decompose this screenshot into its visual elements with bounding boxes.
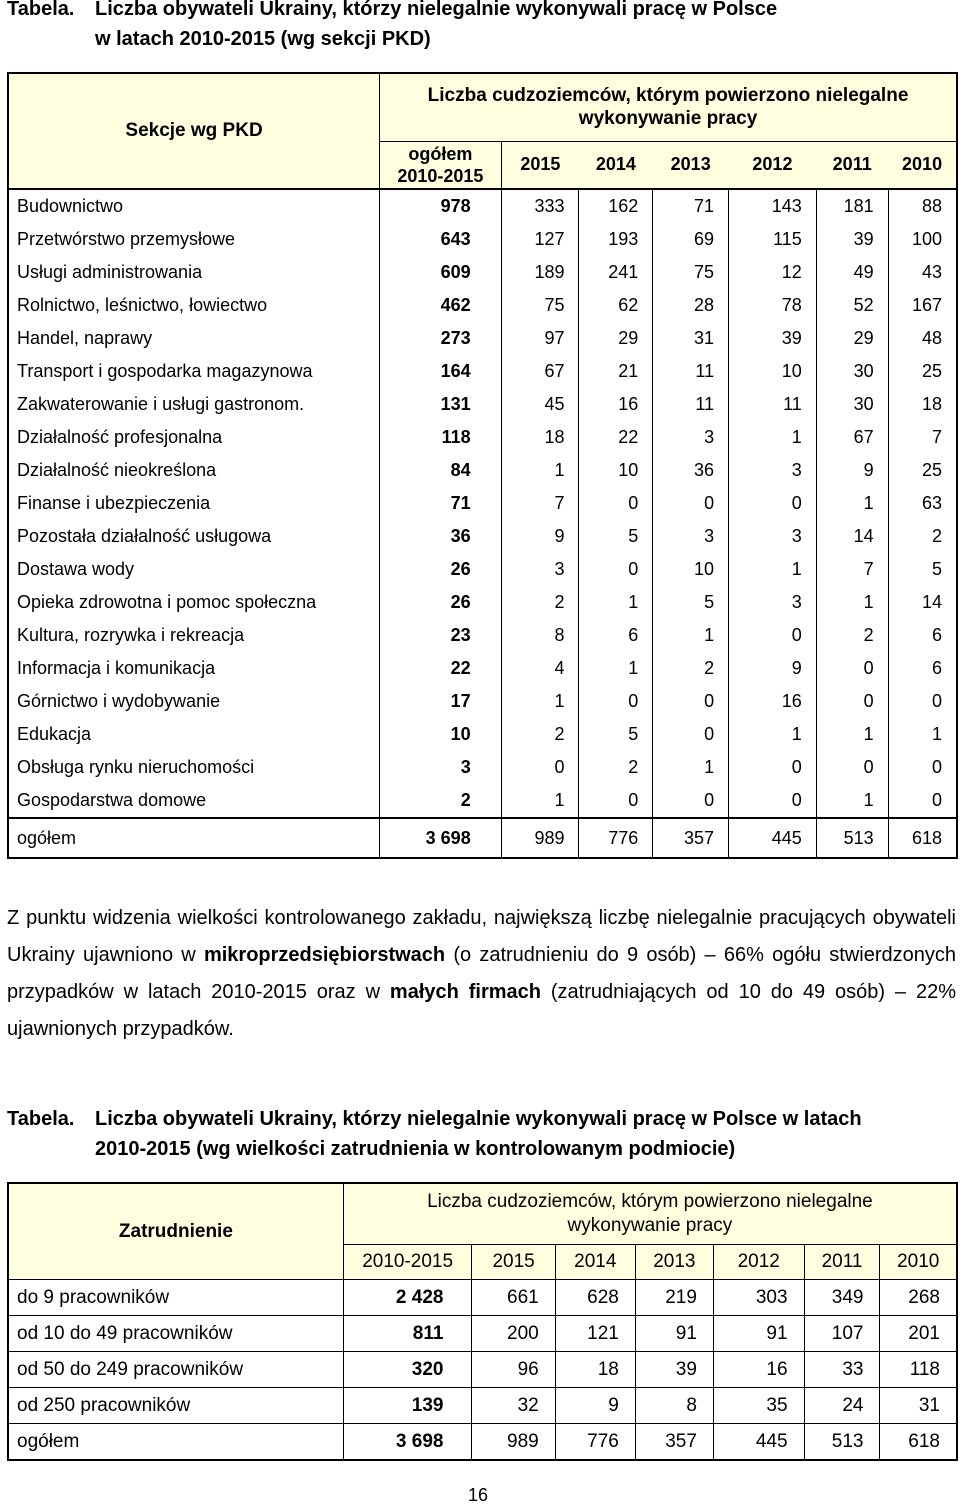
table1-caption-line1: Liczba obywateli Ukrainy, którzy nielegalnie wykonywali pracę w Polsce [95,0,778,20]
row-value: 25 [921,361,942,381]
row-value: 513 [816,818,888,858]
row-value: 33 [804,1352,880,1388]
row-total: 26 [380,586,502,619]
row-value: 0 [653,718,729,751]
row-value: 43 [921,262,942,282]
table-row [8,751,957,784]
paragraph-text: (zatrudniających od 10 do 49 osób) – 22% ujawnionych przypadków. [7,981,956,1040]
paragraph-text: (o zatrudnieniu do 9 osób) – 66% ogółu stwierdzonych przypadków w latach 2010-2015 oraz w [7,944,956,1003]
row-value: 16 [579,388,653,421]
row-value: 75 [653,256,729,289]
row-value: 0 [931,790,942,810]
table-row [8,1352,957,1388]
paragraph-text: Z punktu widzenia wielkości kontrolowanego zakładu, największą liczbę nielegalnie pracujących obywateli Ukrainy ujawniono w [7,907,956,966]
row-value: 0 [729,619,817,652]
row-value: 127 [501,223,579,256]
row-value: 10 [729,355,817,388]
row-value: 21 [579,355,653,388]
row-value: 1 [816,487,888,520]
table-row [8,553,957,586]
row-value: 3 [653,520,729,553]
row-total: 84 [380,454,502,487]
row-value: 31 [653,322,729,355]
row-value: 7 [816,553,888,586]
row-value: 0 [579,784,653,818]
row-label: Obsługa rynku nieruchomości [8,751,380,784]
table-row [8,685,957,718]
row-value: 189 [501,256,579,289]
row-label: Edukacja [8,718,380,751]
row-label: Handel, naprawy [8,322,380,355]
row-value: 3 [729,454,817,487]
row-total: 978 [380,189,502,223]
row-value: 3 [653,421,729,454]
row-total: 26 [380,553,502,586]
row-value: 6 [931,658,942,678]
row-value: 1 [501,454,579,487]
table2-caption [7,1104,957,1170]
row-total: 609 [380,256,502,289]
row-total: 462 [380,289,502,322]
row-value: 97 [501,322,579,355]
header-group: Liczba cudzoziemców, którym powierzono nielegalne wykonywanie pracy [380,73,957,141]
row-value: 1 [729,553,817,586]
row-label: ogółem [8,1424,343,1461]
table-row [8,619,957,652]
row-value: 2 [653,652,729,685]
row-value: 6 [579,619,653,652]
header-year: 2012 [729,141,817,189]
row-value: 78 [729,289,817,322]
table-row [8,189,957,223]
row-value: 1 [729,718,817,751]
row-value: 162 [579,189,653,223]
row-value: 989 [472,1424,555,1461]
table2-caption-prefix: Tabela. [7,1108,75,1130]
row-value: 12 [729,256,817,289]
row-value: 513 [804,1424,880,1461]
row-label: do 9 pracowników [8,1280,343,1316]
row-total: 2 [380,784,502,818]
row-value: 28 [653,289,729,322]
row-value: 445 [713,1424,804,1461]
paragraph-bold: małych firmach [389,981,541,1003]
row-value: 45 [501,388,579,421]
row-value: 67 [501,355,579,388]
table-row [8,223,957,256]
row-value: 303 [713,1280,804,1316]
table-row [8,1280,957,1316]
row-value: 6 [931,625,942,645]
t2-header-year: 2012 [713,1245,804,1280]
row-value: 1 [501,685,579,718]
row-value: 1 [579,586,653,619]
row-value: 7 [931,427,942,447]
row-total: 643 [380,223,502,256]
row-total: 164 [380,355,502,388]
row-total: 139 [343,1388,472,1424]
table1-caption-prefix: Tabela. [7,0,75,20]
row-value: 219 [635,1280,713,1316]
row-value: 14 [816,520,888,553]
row-total: 10 [380,718,502,751]
row-value: 0 [816,685,888,718]
row-value: 31 [880,1388,957,1424]
table-row [8,487,957,520]
row-label: Finanse i ubezpieczenia [8,487,380,520]
row-value: 0 [931,691,942,711]
row-value: 1 [653,751,729,784]
row-value: 10 [579,454,653,487]
row-value: 776 [579,818,653,858]
row-total: 22 [380,652,502,685]
t2-header-year: 2011 [804,1245,880,1280]
row-value: 25 [921,460,942,480]
row-value: 22 [579,421,653,454]
table1-caption [7,0,957,60]
row-value: 30 [816,355,888,388]
row-label: ogółem [8,818,380,858]
row-label: Dostawa wody [8,553,380,586]
row-value: 18 [921,394,942,414]
row-value: 18 [501,421,579,454]
table-row [8,586,957,619]
row-value: 0 [931,757,942,777]
row-total: 811 [343,1316,472,1352]
row-value: 39 [729,322,817,355]
table1-caption-line2: w latach 2010-2015 (wg sekcji PKD) [95,28,431,50]
row-value: 118 [880,1352,957,1388]
row-label: Górnictwo i wydobywanie [8,685,380,718]
row-value: 1 [653,619,729,652]
summary-paragraph [7,900,956,1048]
row-total: 71 [380,487,502,520]
t2-header-year: 2010 [880,1245,957,1280]
header-total-line2: 2010-2015 [397,165,484,186]
table-row [8,421,957,454]
row-value: 49 [816,256,888,289]
row-value: 357 [653,818,729,858]
table-row [8,1424,957,1461]
table-row [8,652,957,685]
row-value: 0 [579,553,653,586]
row-value: 2 [579,751,653,784]
row-value: 48 [921,328,942,348]
row-value: 88 [921,196,942,216]
row-value: 18 [555,1352,635,1388]
row-value: 1 [816,586,888,619]
row-value: 0 [579,685,653,718]
t2-header-year: 2013 [635,1245,713,1280]
row-value: 989 [501,818,579,858]
row-value: 200 [472,1316,555,1352]
row-value: 1 [816,718,888,751]
row-value: 91 [713,1316,804,1352]
row-total: 3 698 [343,1424,472,1461]
row-value: 1 [729,421,817,454]
row-value: 201 [880,1316,957,1352]
row-value: 115 [729,223,817,256]
row-value: 0 [501,751,579,784]
row-value: 5 [579,718,653,751]
page-number: 16 [468,1485,489,1505]
header-year: 2014 [579,141,653,189]
row-value: 445 [729,818,817,858]
row-value: 36 [653,454,729,487]
row-value: 121 [555,1316,635,1352]
row-value: 100 [911,229,942,249]
row-value: 8 [501,619,579,652]
row-value: 9 [555,1388,635,1424]
row-value: 167 [911,295,942,315]
row-value: 30 [816,388,888,421]
row-value: 357 [635,1424,713,1461]
row-value: 618 [888,818,957,858]
row-value: 71 [653,189,729,223]
row-value: 4 [501,652,579,685]
row-value: 39 [816,223,888,256]
row-value: 193 [579,223,653,256]
row-value: 96 [472,1352,555,1388]
row-value: 618 [880,1424,957,1461]
row-value: 5 [579,520,653,553]
row-value: 241 [579,256,653,289]
table-row [8,322,957,355]
row-value: 29 [816,322,888,355]
row-total: 23 [380,619,502,652]
row-value: 16 [713,1352,804,1388]
row-label: Gospodarstwa domowe [8,784,380,818]
header-total-line1: ogółem [408,143,473,164]
table-row [8,520,957,553]
row-value: 63 [921,493,942,513]
row-label: Przetwórstwo przemysłowe [8,223,380,256]
t2-header-year: 2015 [472,1245,555,1280]
row-value: 39 [635,1352,713,1388]
row-label: Kultura, rozrywka i rekreacja [8,619,380,652]
row-total: 36 [380,520,502,553]
row-label: Działalność profesjonalna [8,421,380,454]
row-value: 24 [804,1388,880,1424]
employment-size-table [7,1182,958,1461]
row-value: 776 [555,1424,635,1461]
row-value: 333 [501,189,579,223]
row-value: 0 [579,487,653,520]
row-value: 14 [921,592,942,612]
header-year: 2013 [653,141,729,189]
row-value: 3 [729,586,817,619]
row-value: 661 [472,1280,555,1316]
t2-header-section: Zatrudnienie [8,1183,343,1280]
row-value: 0 [816,751,888,784]
row-label: Opieka zdrowotna i pomoc społeczna [8,586,380,619]
table-row [8,784,957,818]
row-value: 67 [816,421,888,454]
header-section: Sekcje wg PKD [8,73,380,189]
row-label: Budownictwo [8,189,380,223]
row-value: 2 [501,586,579,619]
row-value: 9 [729,652,817,685]
row-value: 1 [816,784,888,818]
table2-caption-line2: 2010-2015 (wg wielkości zatrudnienia w kontrolowanym podmiocie) [95,1138,736,1160]
row-value: 5 [931,559,942,579]
row-value: 69 [653,223,729,256]
row-value: 75 [501,289,579,322]
row-value: 29 [579,322,653,355]
table-row [8,355,957,388]
table-row [8,256,957,289]
header-total [380,141,502,189]
row-total: 3 698 [380,818,502,858]
paragraph-bold: mikroprzedsiębiorstwach [203,944,446,966]
row-total: 3 [380,751,502,784]
table-row [8,388,957,421]
row-value: 0 [653,487,729,520]
pkd-sections-table [7,72,958,859]
row-value: 1 [501,784,579,818]
row-total: 17 [380,685,502,718]
row-value: 107 [804,1316,880,1352]
row-value: 52 [816,289,888,322]
row-value: 3 [729,520,817,553]
row-label: od 250 pracowników [8,1388,343,1424]
row-value: 9 [501,520,579,553]
row-value: 0 [729,487,817,520]
row-value: 8 [635,1388,713,1424]
total-row [8,818,957,858]
row-label: Informacja i komunikacja [8,652,380,685]
row-total: 2 428 [343,1280,472,1316]
header-year: 2015 [501,141,579,189]
row-value: 0 [816,652,888,685]
row-total: 273 [380,322,502,355]
t2-header-year: 2010-2015 [343,1245,472,1280]
row-value: 349 [804,1280,880,1316]
row-label: od 10 do 49 pracowników [8,1316,343,1352]
row-value: 181 [816,189,888,223]
row-total: 320 [343,1352,472,1388]
table-row [8,1388,957,1424]
row-value: 0 [653,685,729,718]
row-label: Rolnictwo, leśnictwo, łowiectwo [8,289,380,322]
row-label: od 50 do 249 pracowników [8,1352,343,1388]
header-year: 2011 [816,141,888,189]
row-label: Zakwaterowanie i usługi gastronom. [8,388,380,421]
t2-header-group: Liczba cudzoziemców, którym powierzono nielegalne wykonywanie pracy [343,1183,957,1245]
row-value: 9 [816,454,888,487]
row-value: 268 [880,1280,957,1316]
row-value: 11 [729,388,817,421]
table-row [8,454,957,487]
table2-caption-line1: Liczba obywateli Ukrainy, którzy nielegalnie wykonywali pracę w Polsce w latach [95,1108,862,1130]
row-value: 62 [579,289,653,322]
header-year: 2010 [888,141,957,189]
t2-header-year: 2014 [555,1245,635,1280]
row-value: 10 [653,553,729,586]
row-value: 0 [729,784,817,818]
row-value: 11 [653,355,729,388]
row-value: 11 [653,388,729,421]
row-total: 131 [380,388,502,421]
row-value: 1 [579,652,653,685]
row-label: Usługi administrowania [8,256,380,289]
row-value: 628 [555,1280,635,1316]
row-value: 5 [653,586,729,619]
row-value: 2 [816,619,888,652]
row-value: 91 [635,1316,713,1352]
row-value: 0 [653,784,729,818]
table-row [8,718,957,751]
row-value: 143 [729,189,817,223]
row-value: 16 [729,685,817,718]
row-value: 2 [501,718,579,751]
table-row [8,289,957,322]
row-label: Działalność nieokreślona [8,454,380,487]
row-value: 1 [931,724,942,744]
row-label: Pozostała działalność usługowa [8,520,380,553]
row-value: 35 [713,1388,804,1424]
row-label: Transport i gospodarka magazynowa [8,355,380,388]
row-total: 118 [380,421,502,454]
row-value: 2 [931,526,942,546]
row-value: 0 [729,751,817,784]
row-value: 3 [501,553,579,586]
table-row [8,1316,957,1352]
row-value: 32 [472,1388,555,1424]
row-value: 7 [501,487,579,520]
